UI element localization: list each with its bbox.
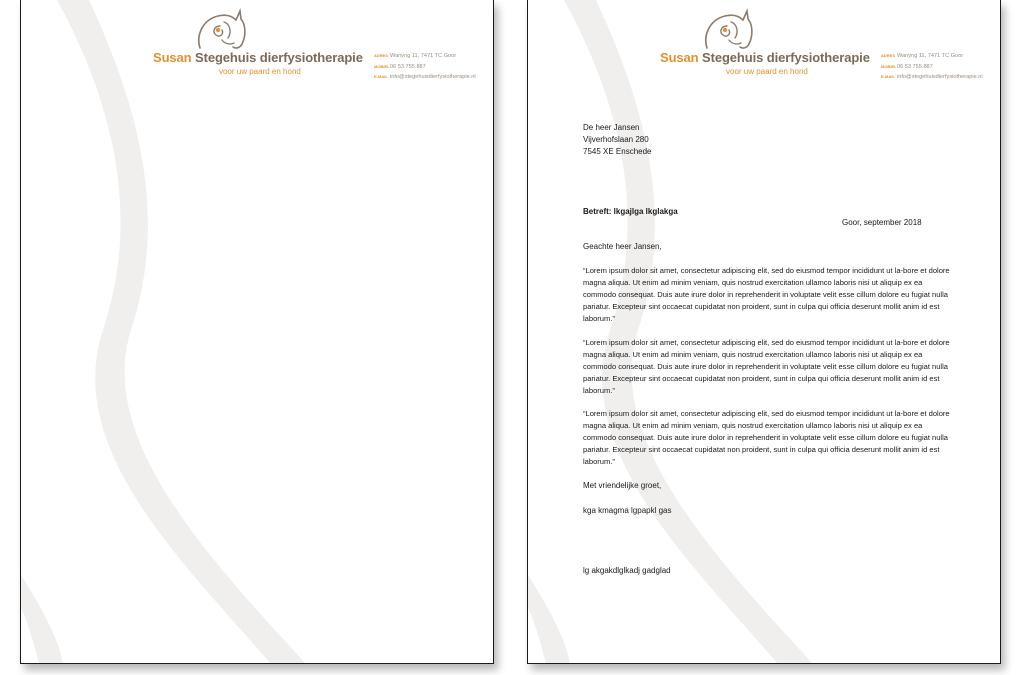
signature-name: lg akgakdlglkadj gadglad — [583, 566, 671, 575]
brand-rest-name: Stegehuis dierfysiotherapie — [702, 50, 870, 65]
horse-dog-logo-icon — [701, 8, 757, 52]
closing: Met vriendelijke groet, — [583, 481, 662, 490]
contact-block — [374, 51, 476, 83]
recipient-name: De heer Jansen — [583, 123, 640, 132]
recipient-street: Vijverhofslaan 280 — [583, 135, 649, 144]
recipient-city: 7545 XE Enschede — [583, 147, 652, 156]
brand-first-name: Susan — [153, 50, 192, 65]
address-label: ADRES — [374, 53, 389, 58]
signature-line: kga kmagma lgpapkl gas — [583, 506, 672, 515]
brand-name — [660, 50, 870, 65]
brand-tagline: voor uw paard en hond — [726, 67, 808, 76]
email-label: E-MAIL — [881, 74, 895, 79]
letter-page — [527, 0, 1001, 664]
address-value: Wanyng 11, 7471 TC Goor — [897, 53, 964, 59]
email-value: info@stegehuisdierfysiotherapie.nl — [897, 74, 983, 80]
address-value: Wanyng 11, 7471 TC Goor — [390, 53, 457, 59]
brand-tagline: voor uw paard en hond — [219, 67, 301, 76]
contact-block — [881, 51, 983, 83]
recipient-address — [583, 122, 652, 158]
letterhead-blank — [20, 0, 494, 664]
address-label: ADRES — [881, 53, 896, 58]
brand-rest-name: Stegehuis dierfysiotherapie — [195, 50, 363, 65]
email-value: info@stegehuisdierfysiotherapie.nl — [390, 74, 476, 80]
brand-name — [153, 50, 363, 65]
mobile-label: MOBIEL — [881, 63, 897, 69]
mobile-label: MOBIEL — [374, 63, 390, 69]
subject-line: Betreft: lkgajlga lkglakga — [583, 207, 678, 216]
salutation: Geachte heer Jansen, — [583, 242, 662, 251]
horse-dog-logo-icon — [194, 8, 250, 52]
mobile-value: 06 53 755 887 — [897, 63, 933, 70]
brand-first-name: Susan — [660, 50, 699, 65]
email-label: E-MAIL — [374, 74, 388, 79]
body-paragraph: “Lorem ipsum dolor sit amet, consectetur adipiscing elit, sed do eiusmod tempor incididunt ut la-bore et dolore magna aliqua. Ut enim ad minim veniam, quis nostrud exercitation ullamco laboris nisi ut aliquip ex ea commodo consequat. Duis aute irure dolor in reprehenderit in voluptate velit esse cillum dolore eu fugiat nulla pariatur. Excepteur sint occaecat cupidatat non proident, sunt in culpa qui officia deserunt mollit anim id est laborum.” — [583, 266, 950, 323]
date-line: Goor, september 2018 — [842, 218, 922, 227]
mobile-value: 06 53 755 887 — [390, 63, 426, 70]
body-paragraph: “Lorem ipsum dolor sit amet, consectetur adipiscing elit, sed do eiusmod tempor incididunt ut la-bore et dolore magna aliqua. Ut enim ad minim veniam, quis nostrud exercitation ullamco laboris nisi ut aliquip ex ea commodo consequat. Duis aute irure dolor in reprehenderit in voluptate velit esse cillum dolore eu fugiat nulla pariatur. Excepteur sint occaecat cupidatat non proident, sunt in culpa qui officia deserunt mollit anim id est laborum.” — [583, 338, 950, 395]
body-paragraph: “Lorem ipsum dolor sit amet, consectetur adipiscing elit, sed do eiusmod tempor incididunt ut la-bore et dolore magna aliqua. Ut enim ad minim veniam, quis nostrud exercitation ullamco laboris nisi ut aliquip ex ea commodo consequat. Duis aute irure dolor in reprehenderit in voluptate velit esse cillum dolore eu fugiat nulla pariatur. Excepteur sint occaecat cupidatat non proident, sunt in culpa qui officia deserunt mollit anim id est laborum.” — [583, 409, 950, 466]
